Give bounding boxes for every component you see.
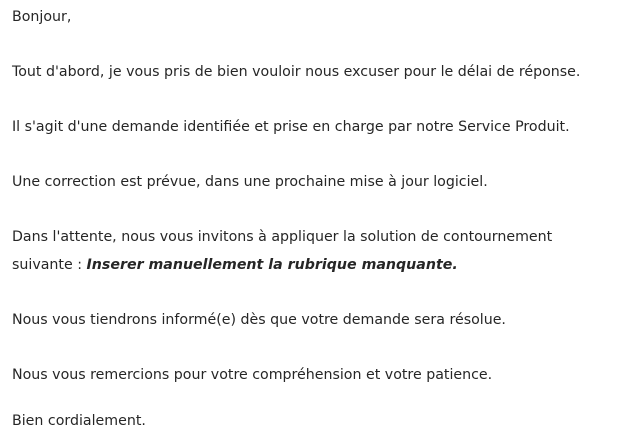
workaround-solution: Inserer manuellement la rubrique manquante. [86, 257, 458, 273]
apology-paragraph: Tout d'abord, je vous pris de bien vouloir nous excuser pour le délai de réponse. [12, 64, 581, 80]
correction-paragraph: Une correction est prévue, dans une prochaine mise à jour logiciel. [12, 174, 488, 190]
identified-paragraph: Il s'agit d'une demande identifiée et prise en charge par notre Service Produit. [12, 119, 570, 135]
workaround-paragraph-line2 [12, 256, 458, 274]
greeting: Bonjour, [12, 9, 72, 25]
thanks-paragraph: Nous vous remercions pour votre compréhension et votre patience. [12, 367, 493, 383]
workaround-paragraph-line1: Dans l'attente, nous vous invitons à appliquer la solution de contournement [12, 229, 553, 245]
inform-paragraph: Nous vous tiendrons informé(e) dès que votre demande sera résolue. [12, 312, 506, 328]
closing: Bien cordialement. [12, 413, 146, 429]
workaround-prefix: suivante : [12, 257, 87, 273]
